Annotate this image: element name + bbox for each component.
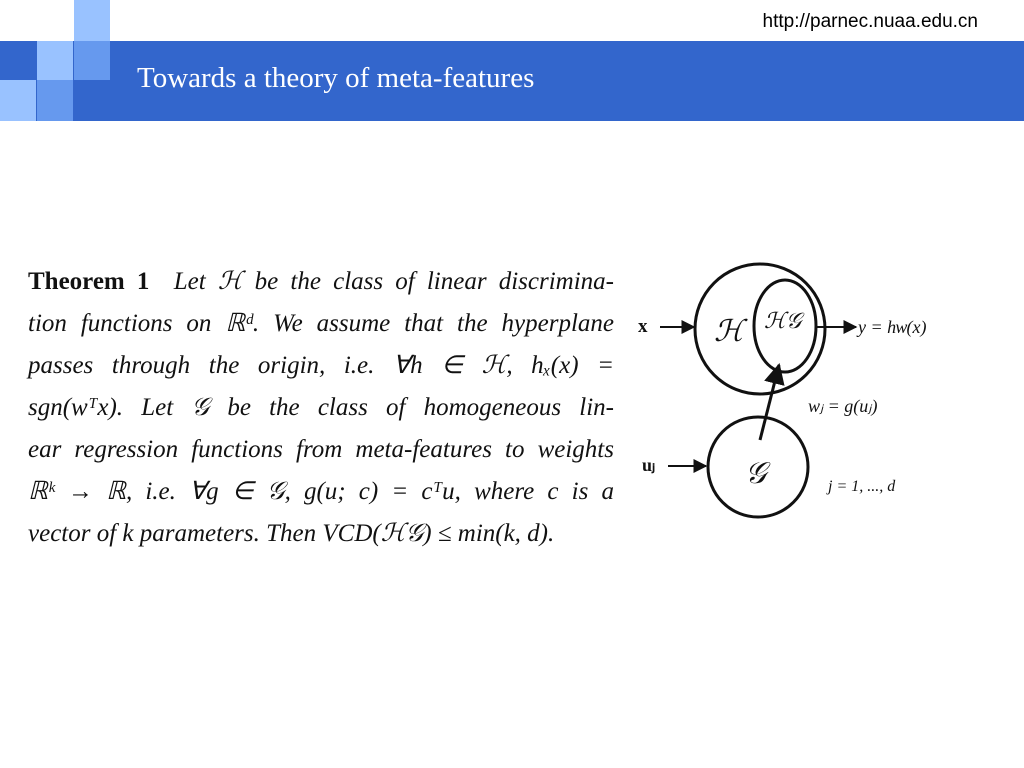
theorem-block	[28, 261, 614, 555]
g-label: 𝒢	[745, 457, 767, 490]
decor-square-4	[0, 80, 36, 121]
theorem-line-6: ℝᵏ → ℝ, i.e. ∀g ∈ 𝒢, g(u; c) = cᵀu, where c is a	[28, 478, 614, 505]
theorem-line-5: ear regression functions from meta-features to weights	[28, 436, 614, 463]
theorem-line-3: passes through the origin, i.e. ∀h ∈ ℋ, hₓ(x) =	[28, 352, 614, 379]
h-label: ℋ	[714, 315, 744, 348]
theorem-heading: Theorem 1	[28, 268, 150, 295]
theorem-line-7: vector of k parameters. Then VCD(ℋ𝒢) ≤ min(k, d).	[28, 520, 555, 547]
theorem-line-2: tion functions on ℝᵈ. We assume that the hyperplane	[28, 310, 614, 337]
hg-label: ℋ𝒢	[764, 308, 802, 333]
index-label: j = 1, ..., d	[828, 478, 896, 495]
decor-square-1	[74, 0, 110, 41]
site-url: http://parnec.nuaa.edu.cn	[762, 11, 978, 32]
theorem-line-1	[28, 261, 614, 303]
slide-title: Towards a theory of meta-features	[137, 62, 535, 94]
input-u-label: uⱼ	[642, 455, 656, 475]
theorem-line-4: sgn(wᵀx). Let 𝒢 be the class of homogeneous lin-	[28, 394, 614, 421]
decor-square-3	[74, 41, 110, 80]
weight-label: wⱼ = g(uⱼ)	[808, 396, 878, 416]
meta-feature-diagram	[630, 255, 970, 525]
output-label: y = hᴡ(x)	[858, 317, 927, 337]
decor-square-2	[37, 41, 73, 80]
theorem-line-1-text: Let ℋ be the class of linear discrimina-	[173, 268, 615, 295]
input-x-label: x	[638, 316, 648, 337]
weight-arrow	[760, 365, 779, 440]
decor-square-5	[37, 80, 73, 121]
